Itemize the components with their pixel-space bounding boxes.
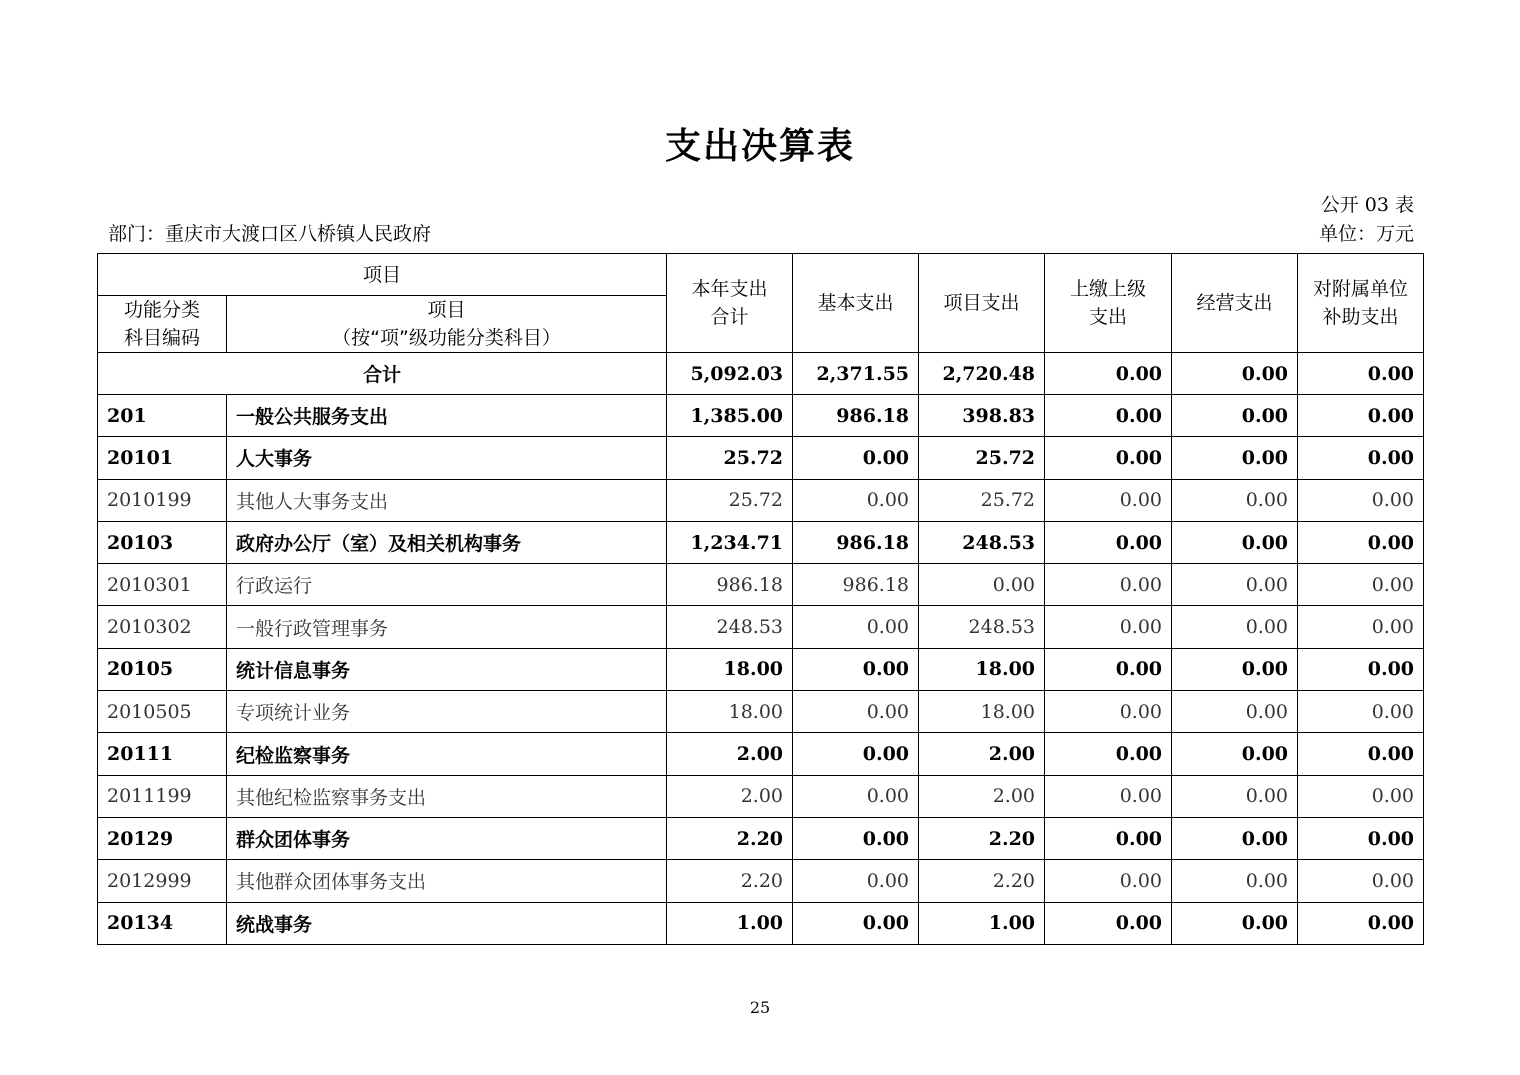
total-value: 0.00 bbox=[1172, 353, 1298, 395]
row-code: 2010301 bbox=[98, 564, 227, 606]
row-value: 0.00 bbox=[1172, 395, 1298, 437]
row-value: 0.00 bbox=[1045, 775, 1172, 817]
row-code: 2010199 bbox=[98, 479, 227, 521]
page-number: 25 bbox=[749, 998, 771, 1017]
row-value: 2.00 bbox=[919, 775, 1045, 817]
row-value: 0.00 bbox=[1298, 648, 1424, 690]
table-row bbox=[98, 479, 1424, 521]
total-value: 0.00 bbox=[1298, 353, 1424, 395]
form-number: 公开 03 表 bbox=[1320, 194, 1414, 216]
row-code: 2010505 bbox=[98, 691, 227, 733]
row-code: 2012999 bbox=[98, 860, 227, 902]
row-value: 1,385.00 bbox=[667, 395, 793, 437]
header-project: 项目 bbox=[98, 254, 667, 296]
table-row bbox=[98, 564, 1424, 606]
total-value: 0.00 bbox=[1045, 353, 1172, 395]
row-value: 25.72 bbox=[919, 437, 1045, 479]
table-row bbox=[98, 437, 1424, 479]
row-value: 0.00 bbox=[1298, 817, 1424, 859]
header-subsidy: 对附属单位 补助支出 bbox=[1298, 254, 1424, 353]
row-value: 248.53 bbox=[919, 521, 1045, 563]
row-value: 18.00 bbox=[919, 648, 1045, 690]
unit-label: 单位：万元 bbox=[1318, 223, 1414, 245]
row-value: 248.53 bbox=[919, 606, 1045, 648]
row-value: 0.00 bbox=[1045, 437, 1172, 479]
row-value: 0.00 bbox=[1045, 691, 1172, 733]
row-code: 20134 bbox=[98, 902, 227, 944]
row-value: 0.00 bbox=[793, 606, 919, 648]
row-value: 1,234.71 bbox=[667, 521, 793, 563]
row-value: 2.20 bbox=[919, 860, 1045, 902]
header-business: 经营支出 bbox=[1172, 254, 1298, 353]
row-name: 专项统计业务 bbox=[227, 691, 667, 733]
header-project-expense: 项目支出 bbox=[919, 254, 1045, 353]
table-row bbox=[98, 775, 1424, 817]
table-row bbox=[98, 606, 1424, 648]
row-value: 0.00 bbox=[1045, 521, 1172, 563]
total-row bbox=[98, 353, 1424, 395]
row-value: 25.72 bbox=[919, 479, 1045, 521]
row-value: 0.00 bbox=[1172, 860, 1298, 902]
row-value: 2.00 bbox=[667, 733, 793, 775]
row-value: 1.00 bbox=[919, 902, 1045, 944]
header-total: 本年支出 合计 bbox=[667, 254, 793, 353]
row-value: 18.00 bbox=[667, 691, 793, 733]
row-value: 0.00 bbox=[793, 733, 919, 775]
table-row bbox=[98, 648, 1424, 690]
row-code: 20101 bbox=[98, 437, 227, 479]
row-value: 0.00 bbox=[1172, 437, 1298, 479]
row-value: 0.00 bbox=[1045, 648, 1172, 690]
header-upper: 上缴上级 支出 bbox=[1045, 254, 1172, 353]
row-value: 0.00 bbox=[1172, 648, 1298, 690]
row-value: 0.00 bbox=[1045, 817, 1172, 859]
row-value: 25.72 bbox=[667, 479, 793, 521]
row-name: 其他纪检监察事务支出 bbox=[227, 775, 667, 817]
row-value: 0.00 bbox=[1172, 775, 1298, 817]
row-value: 0.00 bbox=[793, 902, 919, 944]
row-code: 20129 bbox=[98, 817, 227, 859]
row-value: 0.00 bbox=[1298, 606, 1424, 648]
row-name: 群众团体事务 bbox=[227, 817, 667, 859]
total-value: 2,720.48 bbox=[919, 353, 1045, 395]
row-name: 行政运行 bbox=[227, 564, 667, 606]
row-value: 0.00 bbox=[1172, 479, 1298, 521]
row-code: 20105 bbox=[98, 648, 227, 690]
total-label: 合计 bbox=[98, 353, 667, 395]
table-row bbox=[98, 902, 1424, 944]
table-row bbox=[98, 860, 1424, 902]
total-value: 5,092.03 bbox=[667, 353, 793, 395]
row-name: 其他群众团体事务支出 bbox=[227, 860, 667, 902]
row-value: 0.00 bbox=[1298, 902, 1424, 944]
row-code: 20103 bbox=[98, 521, 227, 563]
row-value: 0.00 bbox=[793, 817, 919, 859]
row-value: 2.00 bbox=[919, 733, 1045, 775]
table-row bbox=[98, 521, 1424, 563]
row-value: 0.00 bbox=[1045, 902, 1172, 944]
expenditure-table bbox=[97, 253, 1424, 945]
row-value: 0.00 bbox=[1172, 733, 1298, 775]
table-row bbox=[98, 733, 1424, 775]
row-name: 统计信息事务 bbox=[227, 648, 667, 690]
row-value: 1.00 bbox=[667, 902, 793, 944]
row-code: 2011199 bbox=[98, 775, 227, 817]
row-value: 0.00 bbox=[1172, 902, 1298, 944]
row-name: 人大事务 bbox=[227, 437, 667, 479]
total-value: 2,371.55 bbox=[793, 353, 919, 395]
row-value: 0.00 bbox=[1172, 817, 1298, 859]
row-value: 0.00 bbox=[1298, 437, 1424, 479]
row-code: 201 bbox=[98, 395, 227, 437]
row-value: 0.00 bbox=[793, 648, 919, 690]
header-row-1 bbox=[98, 254, 1424, 296]
row-value: 2.20 bbox=[667, 860, 793, 902]
row-value: 0.00 bbox=[1045, 479, 1172, 521]
row-value: 2.20 bbox=[919, 817, 1045, 859]
row-value: 18.00 bbox=[919, 691, 1045, 733]
row-value: 0.00 bbox=[1045, 564, 1172, 606]
row-value: 0.00 bbox=[1045, 395, 1172, 437]
row-value: 0.00 bbox=[1298, 479, 1424, 521]
department-label: 部门：重庆市大渡口区八桥镇人民政府 bbox=[108, 223, 432, 245]
row-name: 统战事务 bbox=[227, 902, 667, 944]
row-value: 0.00 bbox=[919, 564, 1045, 606]
row-value: 0.00 bbox=[1045, 606, 1172, 648]
row-value: 0.00 bbox=[793, 775, 919, 817]
row-value: 0.00 bbox=[793, 860, 919, 902]
row-value: 0.00 bbox=[1172, 521, 1298, 563]
row-value: 0.00 bbox=[1298, 860, 1424, 902]
row-value: 986.18 bbox=[793, 521, 919, 563]
row-value: 0.00 bbox=[1172, 564, 1298, 606]
row-value: 0.00 bbox=[793, 479, 919, 521]
row-value: 0.00 bbox=[1298, 564, 1424, 606]
row-value: 986.18 bbox=[793, 564, 919, 606]
row-value: 0.00 bbox=[1298, 395, 1424, 437]
header-basic: 基本支出 bbox=[793, 254, 919, 353]
row-value: 2.00 bbox=[667, 775, 793, 817]
row-code: 20111 bbox=[98, 733, 227, 775]
row-value: 0.00 bbox=[793, 437, 919, 479]
row-value: 0.00 bbox=[1172, 691, 1298, 733]
row-name: 一般公共服务支出 bbox=[227, 395, 667, 437]
row-value: 986.18 bbox=[793, 395, 919, 437]
row-name: 一般行政管理事务 bbox=[227, 606, 667, 648]
row-value: 398.83 bbox=[919, 395, 1045, 437]
row-name: 政府办公厅（室）及相关机构事务 bbox=[227, 521, 667, 563]
row-value: 18.00 bbox=[667, 648, 793, 690]
table-row bbox=[98, 395, 1424, 437]
row-value: 0.00 bbox=[1298, 775, 1424, 817]
table-row bbox=[98, 817, 1424, 859]
row-value: 0.00 bbox=[793, 691, 919, 733]
row-value: 0.00 bbox=[1045, 733, 1172, 775]
row-value: 248.53 bbox=[667, 606, 793, 648]
table-row bbox=[98, 691, 1424, 733]
row-value: 0.00 bbox=[1298, 733, 1424, 775]
header-name: 项目 （按“项”级功能分类科目） bbox=[227, 296, 667, 353]
row-value: 0.00 bbox=[1045, 860, 1172, 902]
row-value: 0.00 bbox=[1298, 521, 1424, 563]
row-value: 25.72 bbox=[667, 437, 793, 479]
row-name: 纪检监察事务 bbox=[227, 733, 667, 775]
page-title: 支出决算表 bbox=[664, 126, 855, 167]
row-code: 2010302 bbox=[98, 606, 227, 648]
row-name: 其他人大事务支出 bbox=[227, 479, 667, 521]
row-value: 0.00 bbox=[1298, 691, 1424, 733]
row-value: 0.00 bbox=[1172, 606, 1298, 648]
row-value: 986.18 bbox=[667, 564, 793, 606]
header-code: 功能分类 科目编码 bbox=[98, 296, 227, 353]
row-value: 2.20 bbox=[667, 817, 793, 859]
